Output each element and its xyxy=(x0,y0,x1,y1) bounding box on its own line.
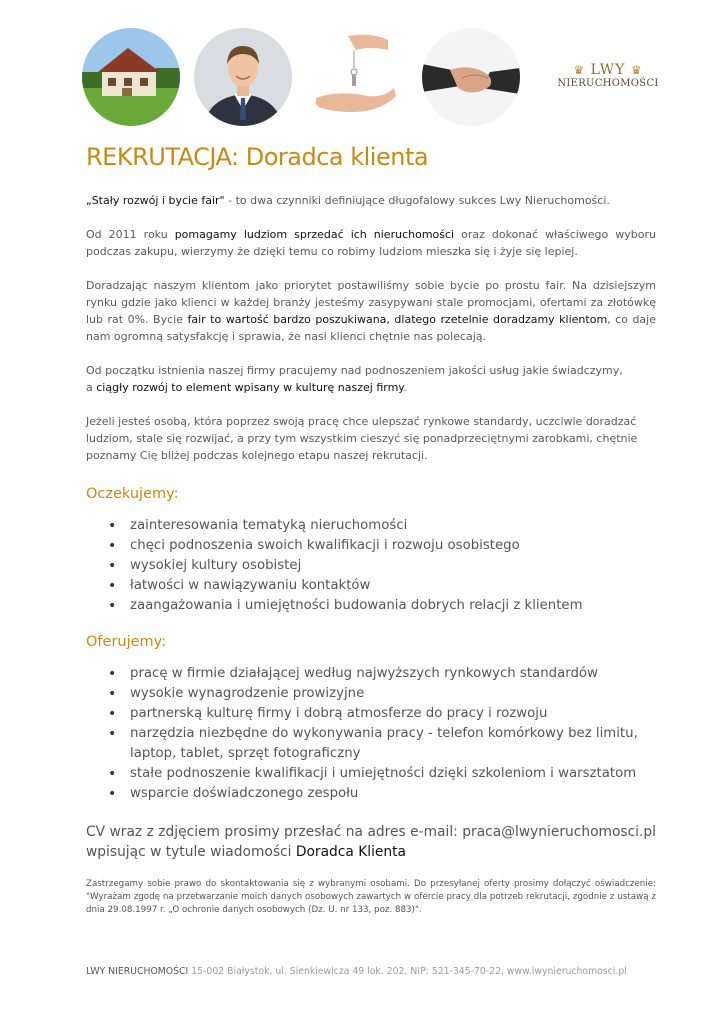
list-item: • partnerską kulturę firmy i dobrą atmosferze do pracy i rozwoju xyxy=(86,704,656,724)
intro-rest: - to dwa czynniki definiujące długofalowy sukces Lwy Nieruchomości. xyxy=(224,194,610,207)
paragraph-invitation: Jeżeli jesteś osobą, która poprzez swoją pracę chce ulepszać rynkowe standardy, uczciwie doradzać ludziom, stale się rozwijać, a przy tym wszystkim cieszyć się ponadprzeciętnymi zarobkami, chętnie poznamy Cię bliżej podczas kolejnego etapu naszej rekrutacji. xyxy=(86,415,638,462)
list-item: • wysokiej kultury osobistej xyxy=(86,556,656,576)
list-item: • zaangażowania i umiejętności budowania dobrych relacji z klientem xyxy=(86,596,656,616)
page-title: REKRUTACJA: Doradca klienta xyxy=(86,143,429,171)
list-item: • zainteresowania tematyką nieruchomości xyxy=(86,516,656,536)
paragraph-about: Od 2011 roku pomagamy ludziom sprzedać ich nieruchomości oraz dokonać właściwego wyboru podczas zakupu, wierzymy że dzięki temu co robimy ludziom mieszka się i żyje się lepiej. xyxy=(86,228,656,258)
offer-list xyxy=(86,664,656,804)
paragraph-fair: Doradzając naszym klientom jako priorytet postawiliśmy sobie bycie po prostu fair. Na dzisiejszym rynku gdzie jako klienci w każdej branży jesteśmy zasypywani stale promocjami, ofertami za złotówkę lub rat 0%. Bycie fair to wartość bardzo poszukiwana, dlatego rzetelnie doradzamy klientom, co daje nam ogromną satysfakcję i sprawia, że nasi klienci chętnie nas polecają. xyxy=(86,279,656,343)
footer-details: 15-002 Białystok, ul. Sienkiewicza 49 lok. 202, NIP: 521-345-70-22, www.lwynieruchomosci.pl xyxy=(188,966,627,977)
highlight-sell: pomagamy ludziom sprzedać ich nieruchomości xyxy=(174,228,455,241)
footer-brand: LWY NIERUCHOMOŚCI xyxy=(86,966,189,977)
list-item: • wsparcie doświadczonego zespołu xyxy=(86,784,656,804)
lion-right-icon: ♛ xyxy=(630,63,643,77)
expect-heading: Oczekujemy: xyxy=(86,486,179,502)
legal-notice: Zastrzegamy sobie prawo do skontaktowania się z wybranymi osobami. Do przesyłanej oferty prosimy dołączyć oświadczenie: "Wyrażam zgodę na przetwarzanie moich danych osobowych zawartych w ofercie pracy dla potrzeb rekrutacji, zgodnie z ustawą z dnia 29.08.1997 r. „O ochronie danych osobowych (Dz. U. nr 133, poz. 883)". xyxy=(86,879,656,915)
job-ad-content xyxy=(86,192,656,917)
footer xyxy=(86,966,656,977)
list-item: • chęci podnoszenia swoich kwalifikacji i rozwoju osobistego xyxy=(86,536,656,556)
intro-paragraph xyxy=(86,192,656,209)
logo-subtitle: NIERUCHOMOŚCI xyxy=(557,78,659,89)
logo-name: LWY xyxy=(590,62,626,78)
lion-left-icon: ♛ xyxy=(573,63,586,77)
paragraph-development: Od początku istnienia naszej firmy pracujemy nad podnoszeniem jakości usług jakie świadczymy, a ciągły rozwój to element wpisany w kulturę naszej firmy. xyxy=(86,364,623,394)
email-subject: Doradca Klienta xyxy=(295,844,407,860)
list-item: • stałe podnoszenie kwalifikacji i umiejętności dzięki szkoleniom i warsztatom xyxy=(86,764,656,784)
man-portrait-photo xyxy=(194,28,292,126)
list-item: • wysokie wynagrodzenie prowizyjne xyxy=(86,684,656,704)
cv-instructions: CV wraz z zdjęciem prosimy przesłać na adres e-mail: praca@lwynieruchomosci.pl wpisując w tytule wiadomości Doradca Klienta xyxy=(86,824,656,860)
house-photo xyxy=(82,28,180,126)
offer-heading: Oferujemy: xyxy=(86,634,167,650)
handshake-photo xyxy=(422,28,520,126)
hands-keys-photo xyxy=(308,28,406,126)
list-item: • narzędzia niezbędne do wykonywania pracy - telefon komórkowy bez limitu, laptop, tablet, sprzęt fotograficzny xyxy=(86,724,656,764)
list-item: • pracę w firmie działającej według najwyższych rynkowych standardów xyxy=(86,664,656,684)
company-logo xyxy=(556,62,660,90)
highlight-development: ciągły rozwój to element wpisany w kulturę naszej firmy xyxy=(96,381,404,394)
header-photos xyxy=(82,28,662,128)
intro-quote: „Stały rozwój i bycie fair" xyxy=(86,194,225,207)
expect-list xyxy=(86,516,656,616)
list-item: • łatwości w nawiązywaniu kontaktów xyxy=(86,576,656,596)
highlight-fair: fair to wartość bardzo poszukiwana, dlatego rzetelnie doradzamy klientom xyxy=(187,313,608,326)
